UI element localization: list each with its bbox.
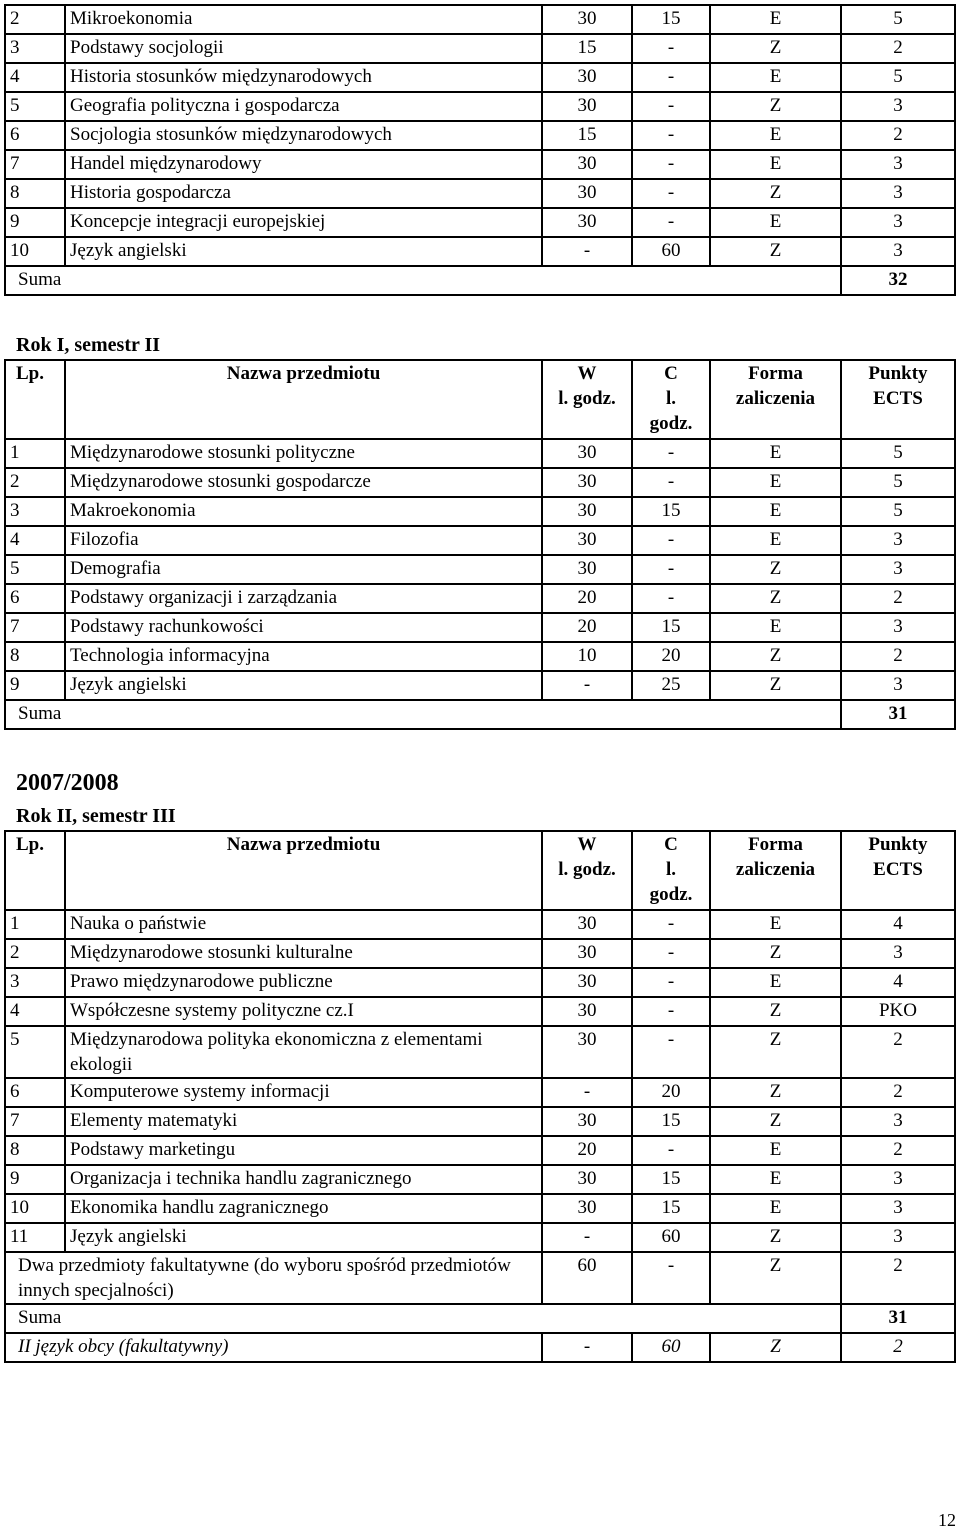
cell-forma: Z — [710, 1107, 841, 1136]
cell-forma: E — [710, 910, 841, 939]
header-name: Nazwa przedmiotu — [65, 831, 542, 910]
table-row — [5, 910, 955, 939]
table-semester-1-continued — [4, 4, 956, 296]
cell-forma: Z — [710, 555, 841, 584]
header-forma: Forma zaliczenia — [710, 360, 841, 439]
cell-c: - — [632, 1136, 710, 1165]
cell-forma: Z — [710, 1223, 841, 1252]
cell-c: - — [632, 997, 710, 1026]
cell-lp: 4 — [5, 997, 65, 1026]
table-row — [5, 150, 955, 179]
cell-forma: Z — [710, 997, 841, 1026]
table-row — [5, 997, 955, 1026]
cell-lp: 9 — [5, 1165, 65, 1194]
cell-lp: 5 — [5, 92, 65, 121]
table-row — [5, 121, 955, 150]
cell-forma: E — [710, 208, 841, 237]
cell-name: Podstawy rachunkowości — [65, 613, 542, 642]
cell-ects: 3 — [841, 1165, 955, 1194]
cell-lp: 10 — [5, 237, 65, 266]
cell-w: 30 — [542, 63, 632, 92]
cell-forma: E — [710, 1136, 841, 1165]
cell-ects: 2 — [841, 121, 955, 150]
cell-lp: 7 — [5, 1107, 65, 1136]
cell-c: - — [632, 179, 710, 208]
cell-ects: 2 — [841, 1333, 955, 1362]
cell-c: - — [632, 968, 710, 997]
suma-value: 31 — [841, 700, 955, 729]
cell-name: Język angielski — [65, 1223, 542, 1252]
cell-name: Historia gospodarcza — [65, 179, 542, 208]
table-row — [5, 584, 955, 613]
cell-w: 15 — [542, 121, 632, 150]
cell-ects: 2 — [841, 1252, 955, 1304]
cell-ects: 3 — [841, 1194, 955, 1223]
cell-ects: 3 — [841, 150, 955, 179]
year-heading: 2007/2008 — [16, 770, 119, 796]
cell-ects: 2 — [841, 34, 955, 63]
table-row — [5, 671, 955, 700]
optional-name: II język obcy (fakultatywny) — [5, 1333, 542, 1362]
cell-forma: Z — [710, 1333, 841, 1362]
table-row — [5, 5, 955, 34]
cell-forma: Z — [710, 642, 841, 671]
cell-ects: 5 — [841, 468, 955, 497]
cell-w: - — [542, 1333, 632, 1362]
cell-c: 60 — [632, 1223, 710, 1252]
cell-name: Koncepcje integracji europejskiej — [65, 208, 542, 237]
cell-lp: 1 — [5, 910, 65, 939]
cell-ects: 3 — [841, 92, 955, 121]
cell-name: Prawo międzynarodowe publiczne — [65, 968, 542, 997]
cell-name: Podstawy marketingu — [65, 1136, 542, 1165]
cell-forma: Z — [710, 671, 841, 700]
cell-forma: Z — [710, 1078, 841, 1107]
cell-name: Podstawy organizacji i zarządzania — [65, 584, 542, 613]
cell-w: 30 — [542, 497, 632, 526]
cell-forma: E — [710, 1194, 841, 1223]
cell-c: 15 — [632, 5, 710, 34]
cell-w: 30 — [542, 208, 632, 237]
cell-lp: 6 — [5, 121, 65, 150]
cell-w: 10 — [542, 642, 632, 671]
cell-lp: 6 — [5, 584, 65, 613]
table-row — [5, 1223, 955, 1252]
header-c: C l. godz. — [632, 360, 710, 439]
cell-name: Podstawy socjologii — [65, 34, 542, 63]
cell-lp: 2 — [5, 468, 65, 497]
cell-name: Międzynarodowa polityka ekonomiczna z elementami ekologii — [65, 1026, 542, 1078]
cell-c: - — [632, 439, 710, 468]
cell-c: - — [632, 63, 710, 92]
cell-ects: 3 — [841, 555, 955, 584]
cell-w: 20 — [542, 613, 632, 642]
cell-ects: 3 — [841, 526, 955, 555]
cell-lp: 2 — [5, 5, 65, 34]
table-header — [5, 831, 955, 910]
cell-lp: 5 — [5, 1026, 65, 1078]
cell-w: 30 — [542, 939, 632, 968]
cell-w: 30 — [542, 92, 632, 121]
cell-name: Nauka o państwie — [65, 910, 542, 939]
cell-ects: 3 — [841, 671, 955, 700]
table-row — [5, 968, 955, 997]
cell-ects: 2 — [841, 1026, 955, 1078]
cell-c: - — [632, 555, 710, 584]
cell-w: 15 — [542, 34, 632, 63]
cell-c: - — [632, 208, 710, 237]
table-row — [5, 526, 955, 555]
cell-w: 30 — [542, 1107, 632, 1136]
cell-name: Handel międzynarodowy — [65, 150, 542, 179]
header-w: W l. godz. — [542, 360, 632, 439]
suma-label: Suma — [5, 700, 841, 729]
cell-lp: 8 — [5, 642, 65, 671]
cell-lp: 11 — [5, 1223, 65, 1252]
cell-name: Socjologia stosunków międzynarodowych — [65, 121, 542, 150]
cell-w: 60 — [542, 1252, 632, 1304]
cell-lp: 9 — [5, 671, 65, 700]
cell-lp: 6 — [5, 1078, 65, 1107]
cell-w: 30 — [542, 968, 632, 997]
cell-forma: Z — [710, 584, 841, 613]
cell-lp: 8 — [5, 179, 65, 208]
table-row — [5, 939, 955, 968]
header-forma: Forma zaliczenia — [710, 831, 841, 910]
section-heading: Rok II, semestr III — [16, 805, 176, 827]
cell-name: Międzynarodowe stosunki polityczne — [65, 439, 542, 468]
cell-w: 30 — [542, 1194, 632, 1223]
cell-c: 60 — [632, 1333, 710, 1362]
cell-ects: 2 — [841, 1078, 955, 1107]
cell-forma: E — [710, 5, 841, 34]
cell-c: - — [632, 92, 710, 121]
cell-forma: E — [710, 63, 841, 92]
header-lp: Lp. — [5, 360, 65, 439]
cell-w: - — [542, 1223, 632, 1252]
cell-c: 20 — [632, 642, 710, 671]
cell-ects: 5 — [841, 5, 955, 34]
cell-lp: 2 — [5, 939, 65, 968]
suma-row — [5, 700, 955, 729]
cell-name: Filozofia — [65, 526, 542, 555]
table-row — [5, 92, 955, 121]
cell-c: - — [632, 526, 710, 555]
cell-ects: 3 — [841, 208, 955, 237]
cell-c: 15 — [632, 1194, 710, 1223]
cell-name: Komputerowe systemy informacji — [65, 1078, 542, 1107]
table-semester-3 — [4, 830, 956, 1363]
cell-c: - — [632, 468, 710, 497]
cell-ects: 3 — [841, 1107, 955, 1136]
cell-name: Demografia — [65, 555, 542, 584]
table-row — [5, 1078, 955, 1107]
cell-forma: Z — [710, 92, 841, 121]
optional-row — [5, 1333, 955, 1362]
cell-lp: 4 — [5, 526, 65, 555]
cell-ects: 4 — [841, 968, 955, 997]
suma-value: 31 — [841, 1304, 955, 1333]
faculty-name: Dwa przedmioty fakultatywne (do wyboru spośród przedmiotów innych specjalności) — [5, 1252, 542, 1304]
cell-w: 20 — [542, 1136, 632, 1165]
table-row — [5, 497, 955, 526]
cell-ects: 3 — [841, 613, 955, 642]
cell-ects: 5 — [841, 497, 955, 526]
cell-lp: 3 — [5, 968, 65, 997]
table-row — [5, 208, 955, 237]
cell-w: 30 — [542, 5, 632, 34]
cell-forma: E — [710, 468, 841, 497]
cell-w: 30 — [542, 526, 632, 555]
faculty-row — [5, 1252, 955, 1304]
cell-forma: Z — [710, 179, 841, 208]
cell-lp: 3 — [5, 497, 65, 526]
cell-c: - — [632, 910, 710, 939]
cell-name: Organizacja i technika handlu zagranicznego — [65, 1165, 542, 1194]
suma-row — [5, 1304, 955, 1333]
cell-name: Elementy matematyki — [65, 1107, 542, 1136]
cell-ects: 2 — [841, 642, 955, 671]
cell-c: 15 — [632, 1107, 710, 1136]
suma-label: Suma — [5, 266, 841, 295]
suma-row — [5, 266, 955, 295]
cell-ects: PKO — [841, 997, 955, 1026]
cell-c: 15 — [632, 1165, 710, 1194]
cell-ects: 3 — [841, 179, 955, 208]
cell-name: Język angielski — [65, 671, 542, 700]
cell-c: - — [632, 34, 710, 63]
header-name: Nazwa przedmiotu — [65, 360, 542, 439]
cell-forma: E — [710, 613, 841, 642]
table-row — [5, 63, 955, 92]
cell-w: - — [542, 1078, 632, 1107]
table-row — [5, 1194, 955, 1223]
header-lp: Lp. — [5, 831, 65, 910]
cell-forma: E — [710, 968, 841, 997]
header-ects: Punkty ECTS — [841, 831, 955, 910]
cell-lp: 8 — [5, 1136, 65, 1165]
cell-name: Geografia polityczna i gospodarcza — [65, 92, 542, 121]
cell-ects: 2 — [841, 1136, 955, 1165]
cell-forma: Z — [710, 34, 841, 63]
cell-c: 15 — [632, 497, 710, 526]
cell-c: 60 — [632, 237, 710, 266]
cell-w: 30 — [542, 1165, 632, 1194]
header-c: C l. godz. — [632, 831, 710, 910]
section-heading: Rok I, semestr II — [16, 334, 161, 356]
cell-c: - — [632, 1026, 710, 1078]
cell-w: - — [542, 671, 632, 700]
cell-name: Technologia informacyjna — [65, 642, 542, 671]
cell-forma: E — [710, 1165, 841, 1194]
cell-ects: 5 — [841, 439, 955, 468]
table-row — [5, 439, 955, 468]
cell-c: - — [632, 121, 710, 150]
cell-forma: E — [710, 150, 841, 179]
table-row — [5, 179, 955, 208]
cell-forma: E — [710, 497, 841, 526]
cell-w: 30 — [542, 997, 632, 1026]
cell-ects: 3 — [841, 1223, 955, 1252]
cell-c: - — [632, 939, 710, 968]
suma-value: 32 — [841, 266, 955, 295]
cell-w: - — [542, 237, 632, 266]
cell-name: Ekonomika handlu zagranicznego — [65, 1194, 542, 1223]
cell-c: 20 — [632, 1078, 710, 1107]
cell-ects: 2 — [841, 584, 955, 613]
suma-label: Suma — [5, 1304, 841, 1333]
cell-lp: 10 — [5, 1194, 65, 1223]
header-w: W l. godz. — [542, 831, 632, 910]
cell-name: Międzynarodowe stosunki gospodarcze — [65, 468, 542, 497]
cell-c: - — [632, 150, 710, 179]
cell-name: Makroekonomia — [65, 497, 542, 526]
cell-lp: 9 — [5, 208, 65, 237]
cell-forma: E — [710, 526, 841, 555]
table-row — [5, 34, 955, 63]
cell-c: - — [632, 1252, 710, 1304]
cell-name: Międzynarodowe stosunki kulturalne — [65, 939, 542, 968]
cell-w: 30 — [542, 150, 632, 179]
cell-ects: 4 — [841, 910, 955, 939]
cell-w: 30 — [542, 555, 632, 584]
table-row — [5, 1136, 955, 1165]
cell-c: 25 — [632, 671, 710, 700]
cell-w: 30 — [542, 179, 632, 208]
cell-w: 20 — [542, 584, 632, 613]
cell-forma: Z — [710, 939, 841, 968]
cell-lp: 1 — [5, 439, 65, 468]
table-row — [5, 1026, 955, 1078]
table-row — [5, 642, 955, 671]
cell-ects: 5 — [841, 63, 955, 92]
table-row — [5, 613, 955, 642]
cell-lp: 5 — [5, 555, 65, 584]
cell-forma: E — [710, 439, 841, 468]
cell-w: 30 — [542, 468, 632, 497]
cell-ects: 3 — [841, 237, 955, 266]
cell-ects: 3 — [841, 939, 955, 968]
page-number: 12 — [938, 1510, 956, 1530]
cell-w: 30 — [542, 1026, 632, 1078]
cell-forma: Z — [710, 237, 841, 266]
cell-forma: E — [710, 121, 841, 150]
cell-name: Współczesne systemy polityczne cz.I — [65, 997, 542, 1026]
cell-c: 15 — [632, 613, 710, 642]
cell-lp: 7 — [5, 613, 65, 642]
table-row — [5, 468, 955, 497]
table-row — [5, 555, 955, 584]
cell-forma: Z — [710, 1026, 841, 1078]
table-row — [5, 1165, 955, 1194]
table-row — [5, 237, 955, 266]
cell-w: 30 — [542, 910, 632, 939]
cell-name: Język angielski — [65, 237, 542, 266]
cell-w: 30 — [542, 439, 632, 468]
table-semester-2 — [4, 359, 956, 730]
cell-name: Mikroekonomia — [65, 5, 542, 34]
cell-name: Historia stosunków międzynarodowych — [65, 63, 542, 92]
cell-forma: Z — [710, 1252, 841, 1304]
cell-lp: 4 — [5, 63, 65, 92]
table-header — [5, 360, 955, 439]
header-ects: Punkty ECTS — [841, 360, 955, 439]
cell-c: - — [632, 584, 710, 613]
table-row — [5, 1107, 955, 1136]
cell-lp: 7 — [5, 150, 65, 179]
cell-lp: 3 — [5, 34, 65, 63]
